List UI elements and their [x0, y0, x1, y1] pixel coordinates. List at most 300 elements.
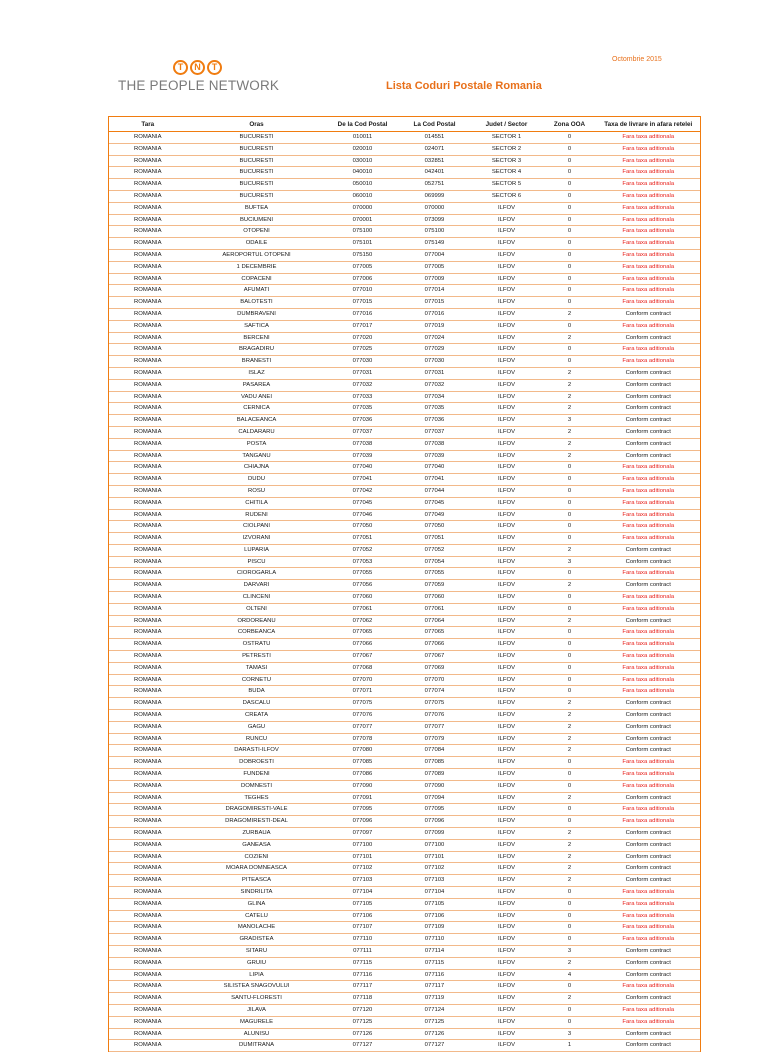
table-row [109, 190, 701, 202]
cell-oras: GLINA [247, 900, 266, 907]
cell-taxa: Conform contract [597, 698, 701, 710]
cell-zona: 0 [567, 782, 572, 789]
cell-judet: SECTOR 4 [491, 169, 522, 176]
postal-codes-table-container [108, 116, 700, 1052]
cell-judet: ILFOV [497, 452, 516, 459]
cell-to-code: 077038 [424, 440, 445, 447]
logo-letter: T [207, 60, 222, 75]
cell-tara: ROMANIA [109, 828, 187, 840]
cell-oras: BUCURESTI [239, 169, 274, 176]
cell-from-code: 077070 [352, 676, 373, 683]
table-row [109, 344, 701, 356]
cell-zona: 2 [567, 700, 572, 707]
cell-tara: ROMANIA [109, 485, 187, 497]
cell-to-code: 077127 [424, 1042, 445, 1049]
cell-to-code: 077050 [424, 523, 445, 530]
cell-judet: ILFOV [497, 570, 516, 577]
cell-from-code: 077067 [352, 653, 373, 660]
cell-from-code: 077036 [352, 417, 373, 424]
cell-taxa: Conform contract [597, 332, 701, 344]
cell-zona: 0 [567, 653, 572, 660]
table-row [109, 851, 701, 863]
column-header-taxa: Taxa de livrare in afara retelei [597, 117, 701, 132]
cell-tara: ROMANIA [109, 249, 187, 261]
cell-taxa: Conform contract [597, 733, 701, 745]
cell-judet: ILFOV [497, 535, 516, 542]
cell-judet: ILFOV [497, 900, 516, 907]
cell-tara: ROMANIA [109, 721, 187, 733]
cell-to-code: 077060 [424, 594, 445, 601]
cell-judet: ILFOV [497, 499, 516, 506]
cell-to-code: 077054 [424, 558, 445, 565]
cell-from-code: 077101 [352, 853, 373, 860]
cell-zona: 2 [567, 405, 572, 412]
cell-from-code: 077125 [352, 1018, 373, 1025]
cell-oras: CERNICA [243, 405, 270, 412]
cell-zona: 2 [567, 393, 572, 400]
cell-to-code: 077074 [424, 688, 445, 695]
cell-zona: 0 [567, 676, 572, 683]
cell-from-code: 077107 [352, 924, 373, 931]
table-row [109, 733, 701, 745]
cell-tara: ROMANIA [109, 509, 187, 521]
cell-tara: ROMANIA [109, 202, 187, 214]
table-row [109, 592, 701, 604]
cell-from-code: 077042 [352, 487, 373, 494]
logo-letter: T [173, 60, 188, 75]
cell-judet: ILFOV [497, 1042, 516, 1049]
table-row [109, 132, 701, 144]
cell-judet: ILFOV [497, 617, 516, 624]
cell-zona: 0 [567, 299, 572, 306]
cell-to-code: 077084 [424, 747, 445, 754]
cell-taxa: Fara taxa aditionala [597, 497, 701, 509]
cell-taxa: Fara taxa aditionala [597, 485, 701, 497]
cell-to-code: 052751 [424, 181, 445, 188]
cell-from-code: 077065 [352, 629, 373, 636]
cell-tara: ROMANIA [109, 320, 187, 332]
cell-tara: ROMANIA [109, 686, 187, 698]
cell-oras: PASAREA [242, 381, 271, 388]
cell-judet: ILFOV [497, 405, 516, 412]
table-row [109, 875, 701, 887]
cell-tara: ROMANIA [109, 627, 187, 639]
table-row [109, 556, 701, 568]
cell-zona: 0 [567, 240, 572, 247]
cell-from-code: 077096 [352, 818, 373, 825]
cell-to-code: 077031 [424, 369, 445, 376]
cell-from-code: 075150 [352, 251, 373, 258]
cell-to-code: 077106 [424, 912, 445, 919]
cell-from-code: 077115 [352, 959, 373, 966]
table-row [109, 533, 701, 545]
cell-from-code: 077102 [352, 865, 373, 872]
cell-to-code: 077125 [424, 1018, 445, 1025]
cell-tara: ROMANIA [109, 415, 187, 427]
cell-judet: ILFOV [497, 995, 516, 1002]
table-row [109, 426, 701, 438]
cell-oras: BALOTESTI [240, 299, 273, 306]
cell-to-code: 077124 [424, 1006, 445, 1013]
cell-to-code: 024071 [424, 145, 445, 152]
cell-zona: 2 [567, 723, 572, 730]
cell-oras: CIOROGARLA [236, 570, 277, 577]
cell-from-code: 077031 [352, 369, 373, 376]
cell-to-code: 077029 [424, 346, 445, 353]
cell-to-code: 077064 [424, 617, 445, 624]
cell-zona: 2 [567, 310, 572, 317]
cell-taxa: Conform contract [597, 556, 701, 568]
cell-from-code: 077025 [352, 346, 373, 353]
cell-tara: ROMANIA [109, 179, 187, 191]
cell-judet: ILFOV [497, 877, 516, 884]
cell-to-code: 077024 [424, 334, 445, 341]
cell-tara: ROMANIA [109, 238, 187, 250]
cell-zona: 0 [567, 476, 572, 483]
cell-from-code: 077035 [352, 405, 373, 412]
logo-letter: N [190, 60, 205, 75]
cell-zona: 0 [567, 535, 572, 542]
cell-taxa: Conform contract [597, 710, 701, 722]
cell-oras: MOARA DOMNEASCA [226, 865, 287, 872]
cell-zona: 0 [567, 523, 572, 530]
cell-oras: BALACEANCA [236, 417, 277, 424]
cell-oras: SAFTICA [244, 322, 269, 329]
cell-to-code: 077035 [424, 405, 445, 412]
cell-taxa: Fara taxa aditionala [597, 202, 701, 214]
cell-tara: ROMANIA [109, 438, 187, 450]
cell-zona: 0 [567, 511, 572, 518]
cell-zona: 4 [567, 971, 572, 978]
cell-oras: BUCURESTI [239, 192, 274, 199]
cell-taxa: Fara taxa aditionala [597, 344, 701, 356]
cell-tara: ROMANIA [109, 745, 187, 757]
cell-from-code: 077118 [352, 995, 373, 1002]
cell-taxa: Fara taxa aditionala [597, 273, 701, 285]
cell-taxa: Fara taxa aditionala [597, 934, 701, 946]
cell-from-code: 077111 [353, 947, 372, 954]
cell-zona: 2 [567, 959, 572, 966]
cell-zona: 2 [567, 369, 572, 376]
cell-from-code: 077104 [352, 889, 373, 895]
cell-judet: ILFOV [497, 523, 516, 530]
cell-oras: MANOLACHE [237, 924, 276, 931]
cell-taxa: Conform contract [597, 580, 701, 592]
cell-oras: ROSU [247, 487, 266, 494]
cell-zona: 2 [567, 712, 572, 719]
cell-tara: ROMANIA [109, 344, 187, 356]
cell-judet: ILFOV [497, 440, 516, 447]
cell-judet: ILFOV [497, 263, 516, 270]
cell-oras: RUDENI [245, 511, 268, 518]
table-row [109, 544, 701, 556]
cell-to-code: 077070 [424, 676, 445, 683]
document-date: Octombrie 2015 [612, 56, 662, 63]
cell-from-code: 077051 [352, 535, 373, 542]
cell-to-code: 077116 [424, 971, 445, 978]
table-row [109, 167, 701, 179]
cell-taxa: Fara taxa aditionala [597, 462, 701, 474]
cell-to-code: 077067 [424, 653, 445, 660]
cell-taxa: Fara taxa aditionala [597, 910, 701, 922]
cell-from-code: 077090 [352, 782, 373, 789]
cell-taxa: Fara taxa aditionala [597, 662, 701, 674]
cell-oras: DUDU [247, 476, 266, 483]
cell-taxa: Fara taxa aditionala [597, 226, 701, 238]
cell-from-code: 077062 [352, 617, 373, 624]
cell-from-code: 075100 [352, 228, 373, 235]
cell-oras: COZIENI [244, 853, 269, 860]
cell-to-code: 077059 [424, 582, 445, 589]
cell-oras: BUCURESTI [239, 181, 274, 188]
cell-from-code: 077085 [352, 759, 373, 766]
table-row [109, 839, 701, 851]
cell-zona: 0 [567, 570, 572, 577]
cell-to-code: 077065 [424, 629, 445, 636]
cell-oras: ALUNISU [243, 1030, 270, 1037]
cell-tara: ROMANIA [109, 839, 187, 851]
tnt-logo [118, 60, 278, 100]
cell-taxa: Conform contract [597, 839, 701, 851]
cell-zona: 2 [567, 853, 572, 860]
cell-zona: 0 [567, 204, 572, 211]
cell-zona: 0 [567, 134, 572, 140]
cell-from-code: 077106 [352, 912, 373, 919]
cell-tara: ROMANIA [109, 367, 187, 379]
cell-judet: ILFOV [497, 393, 516, 400]
cell-to-code: 075149 [424, 240, 445, 247]
cell-judet: ILFOV [497, 676, 516, 683]
cell-judet: SECTOR 5 [491, 181, 522, 188]
cell-taxa: Conform contract [597, 1040, 701, 1052]
cell-taxa: Fara taxa aditionala [597, 297, 701, 309]
cell-oras: PITEASCA [241, 877, 272, 884]
cell-tara: ROMANIA [109, 533, 187, 545]
cell-oras: OSTRATU [242, 641, 271, 648]
cell-oras: SANTU-FLORESTI [231, 995, 282, 1002]
cell-judet: ILFOV [497, 299, 516, 306]
cell-judet: ILFOV [497, 664, 516, 671]
table-row [109, 249, 701, 261]
cell-from-code: 077103 [352, 877, 373, 884]
table-row [109, 898, 701, 910]
cell-tara: ROMANIA [109, 863, 187, 875]
table-row [109, 651, 701, 663]
cell-to-code: 077051 [424, 535, 445, 542]
cell-to-code: 077037 [424, 428, 445, 435]
cell-taxa: Conform contract [597, 415, 701, 427]
table-row [109, 1040, 701, 1052]
cell-tara: ROMANIA [109, 403, 187, 415]
cell-zona: 0 [567, 806, 572, 813]
cell-from-code: 077078 [352, 735, 373, 742]
table-row [109, 297, 701, 309]
cell-judet: ILFOV [497, 712, 516, 719]
cell-judet: ILFOV [497, 582, 516, 589]
table-row [109, 969, 701, 981]
cell-taxa: Fara taxa aditionala [597, 214, 701, 226]
cell-oras: DRAGOMIRESTI-DEAL [225, 818, 288, 825]
cell-zona: 0 [567, 499, 572, 506]
table-row [109, 521, 701, 533]
cell-judet: ILFOV [497, 334, 516, 341]
cell-taxa: Fara taxa aditionala [597, 190, 701, 202]
cell-judet: ILFOV [497, 287, 516, 294]
cell-from-code: 077033 [352, 393, 373, 400]
table-row [109, 922, 701, 934]
cell-to-code: 077109 [424, 924, 445, 931]
cell-judet: ILFOV [497, 275, 516, 282]
cell-to-code: 077004 [424, 251, 445, 258]
table-row [109, 945, 701, 957]
cell-judet: ILFOV [497, 865, 516, 872]
cell-tara: ROMANIA [109, 167, 187, 179]
table-row [109, 202, 701, 214]
cell-tara: ROMANIA [109, 143, 187, 155]
table-row [109, 332, 701, 344]
cell-to-code: 077045 [424, 499, 445, 506]
cell-oras: BUCIUMENI [239, 216, 274, 223]
cell-taxa: Conform contract [597, 969, 701, 981]
table-row [109, 509, 701, 521]
cell-zona: 2 [567, 334, 572, 341]
cell-taxa: Conform contract [597, 450, 701, 462]
cell-to-code: 077096 [424, 818, 445, 825]
cell-judet: ILFOV [497, 546, 516, 553]
cell-tara: ROMANIA [109, 308, 187, 320]
table-row [109, 568, 701, 580]
cell-zona: 0 [567, 771, 572, 778]
cell-zona: 0 [567, 605, 572, 612]
cell-oras: PISCU [247, 558, 266, 565]
cell-from-code: 077037 [352, 428, 373, 435]
cell-from-code: 077075 [352, 700, 373, 707]
cell-taxa: Fara taxa aditionala [597, 533, 701, 545]
cell-tara: ROMANIA [109, 710, 187, 722]
table-row [109, 391, 701, 403]
cell-to-code: 077036 [424, 417, 445, 424]
cell-oras: BRAGADIRU [238, 346, 275, 353]
table-row [109, 238, 701, 250]
cell-judet: ILFOV [497, 983, 516, 990]
cell-from-code: 077076 [352, 712, 373, 719]
cell-from-code: 077039 [352, 452, 373, 459]
cell-tara: ROMANIA [109, 957, 187, 969]
cell-to-code: 077016 [424, 310, 445, 317]
cell-to-code: 077089 [424, 771, 445, 778]
cell-judet: SECTOR 6 [491, 192, 522, 199]
cell-zona: 0 [567, 263, 572, 270]
cell-tara: ROMANIA [109, 132, 187, 144]
cell-judet: ILFOV [497, 806, 516, 813]
page-title: Lista Coduri Postale Romania [386, 80, 542, 92]
cell-judet: ILFOV [497, 723, 516, 730]
cell-zona: 3 [567, 558, 572, 565]
table-row [109, 887, 701, 899]
cell-from-code: 077127 [352, 1042, 373, 1049]
cell-taxa: Fara taxa aditionala [597, 639, 701, 651]
cell-tara: ROMANIA [109, 981, 187, 993]
cell-judet: ILFOV [497, 629, 516, 636]
cell-zona: 2 [567, 865, 572, 872]
cell-from-code: 077071 [352, 688, 373, 695]
cell-from-code: 077045 [352, 499, 373, 506]
cell-from-code: 077061 [352, 605, 373, 612]
cell-taxa: Fara taxa aditionala [597, 780, 701, 792]
cell-zona: 0 [567, 487, 572, 494]
table-body [109, 132, 701, 1052]
cell-oras: COPACENI [241, 275, 272, 282]
table-row [109, 745, 701, 757]
cell-tara: ROMANIA [109, 556, 187, 568]
cell-taxa: Fara taxa aditionala [597, 132, 701, 144]
cell-judet: ILFOV [497, 700, 516, 707]
cell-to-code: 077039 [424, 452, 445, 459]
cell-from-code: 077105 [352, 900, 373, 907]
cell-oras: GRUIU [247, 959, 266, 966]
cell-from-code: 077052 [352, 546, 373, 553]
cell-to-code: 075100 [424, 228, 445, 235]
cell-judet: ILFOV [497, 971, 516, 978]
cell-from-code: 077066 [352, 641, 373, 648]
cell-oras: CALDARARU [238, 428, 275, 435]
cell-zona: 0 [567, 936, 572, 943]
cell-to-code: 073099 [424, 216, 445, 223]
cell-zona: 0 [567, 251, 572, 258]
cell-from-code: 077041 [352, 476, 373, 483]
table-row [109, 226, 701, 238]
cell-judet: ILFOV [497, 464, 516, 471]
cell-taxa: Fara taxa aditionala [597, 509, 701, 521]
cell-taxa: Conform contract [597, 851, 701, 863]
table-row [109, 379, 701, 391]
cell-oras: DARVARI [243, 582, 270, 589]
cell-to-code: 077005 [424, 263, 445, 270]
cell-oras: TANGANU [242, 452, 271, 459]
cell-judet: ILFOV [497, 947, 516, 954]
cell-judet: ILFOV [497, 310, 516, 317]
cell-from-code: 077120 [352, 1006, 373, 1013]
cell-tara: ROMANIA [109, 816, 187, 828]
logo-tagline: THE PEOPLE NETWORK [118, 78, 280, 93]
cell-tara: ROMANIA [109, 1016, 187, 1028]
cell-tara: ROMANIA [109, 674, 187, 686]
cell-zona: 2 [567, 452, 572, 459]
cell-from-code: 070000 [352, 204, 373, 211]
cell-oras: SINDRILITA [240, 889, 273, 895]
cell-from-code: 077095 [352, 806, 373, 813]
cell-from-code: 020010 [352, 145, 373, 152]
cell-judet: ILFOV [497, 358, 516, 365]
cell-oras: DOBROESTI [239, 759, 274, 766]
table-row [109, 757, 701, 769]
cell-taxa: Fara taxa aditionala [597, 603, 701, 615]
cell-zona: 0 [567, 192, 572, 199]
cell-tara: ROMANIA [109, 780, 187, 792]
cell-from-code: 077068 [352, 664, 373, 671]
cell-oras: GANEASA [242, 841, 271, 848]
cell-taxa: Fara taxa aditionala [597, 568, 701, 580]
cell-tara: ROMANIA [109, 603, 187, 615]
cell-taxa: Conform contract [597, 379, 701, 391]
cell-taxa: Conform contract [597, 993, 701, 1005]
cell-to-code: 077040 [424, 464, 445, 471]
cell-taxa: Fara taxa aditionala [597, 592, 701, 604]
cell-to-code: 077014 [424, 287, 445, 294]
cell-taxa: Conform contract [597, 426, 701, 438]
cell-to-code: 042401 [424, 169, 445, 176]
cell-oras: MAGURELE [239, 1018, 274, 1025]
